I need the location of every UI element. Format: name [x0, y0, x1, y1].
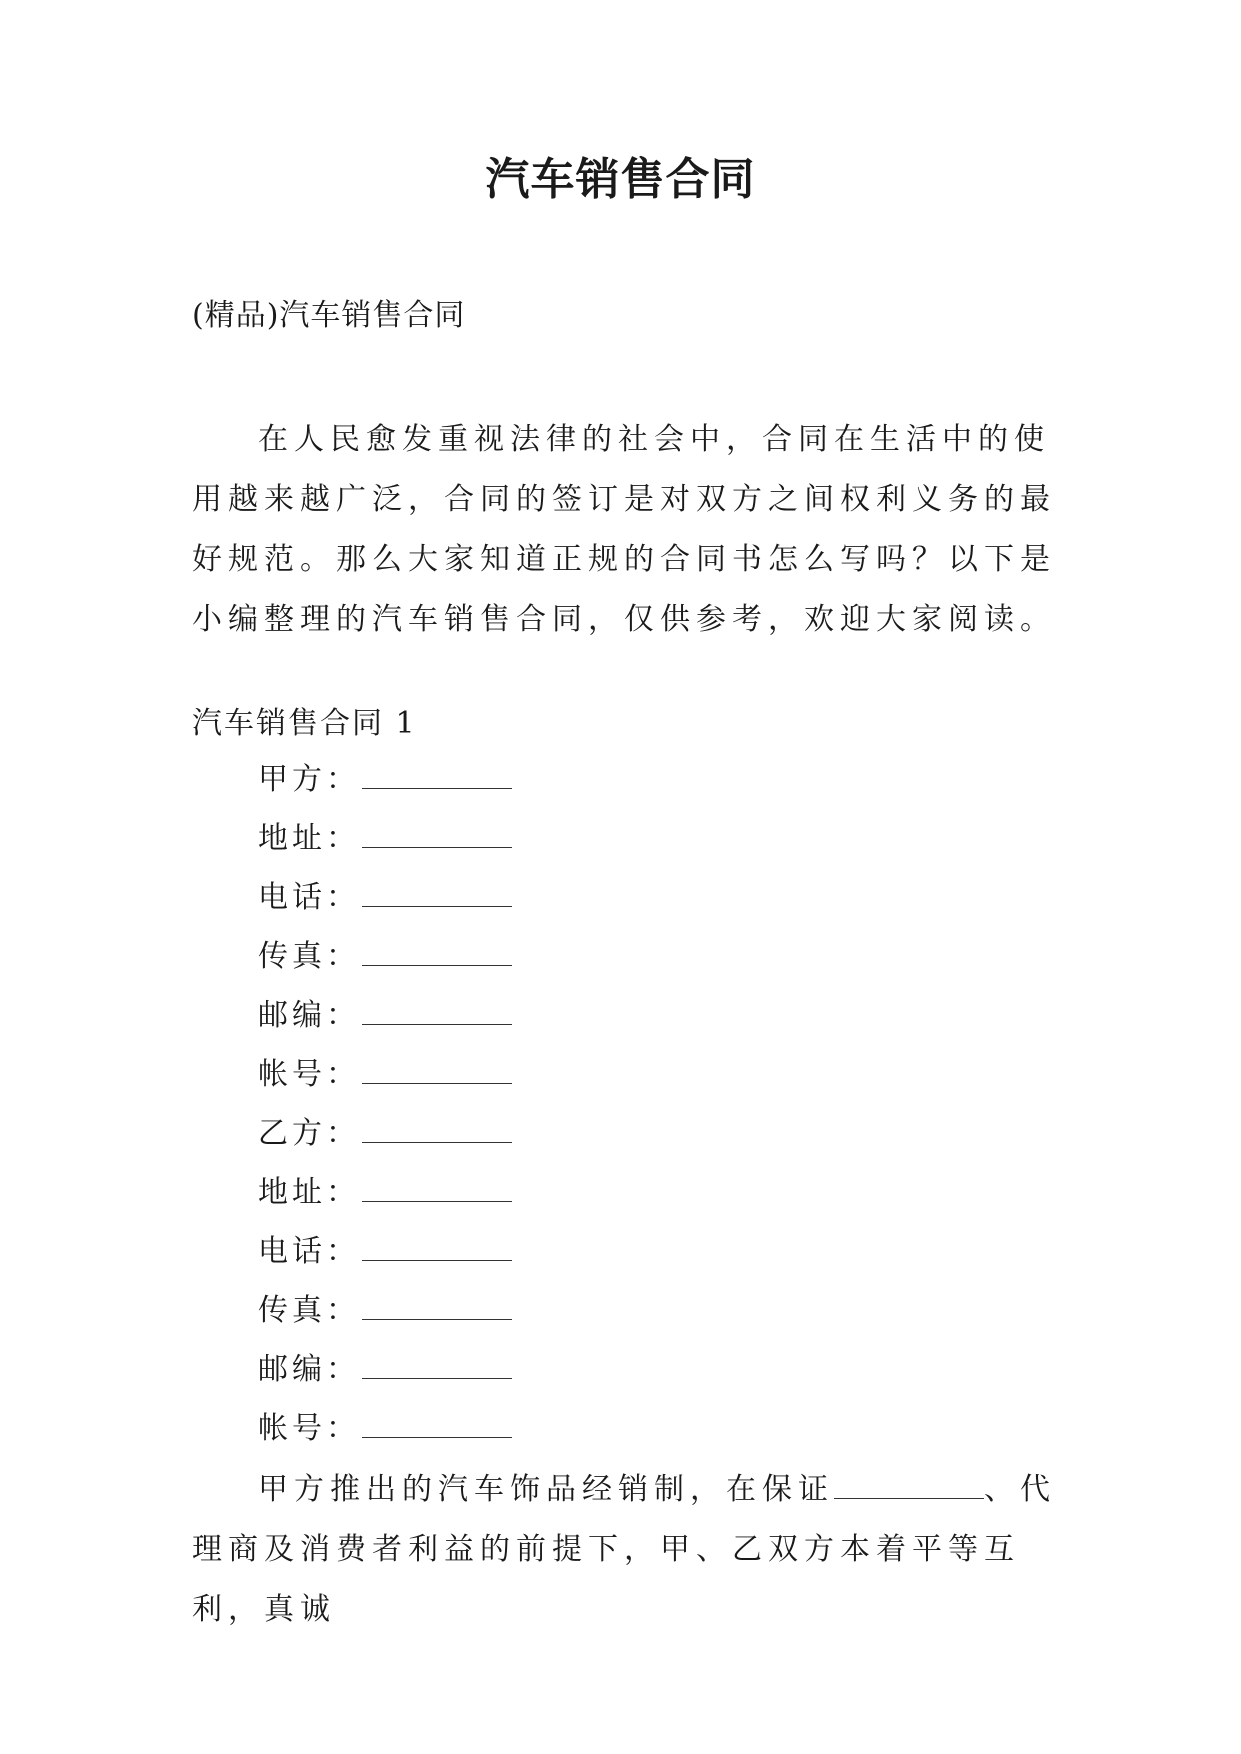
inline-fill-in-blank: [834, 1470, 984, 1499]
fill-in-blank: [362, 1409, 512, 1438]
field-label: 邮编：: [258, 998, 360, 1033]
section-heading: 汽车销售合同 1: [192, 706, 417, 741]
fill-in-blank: [362, 937, 512, 966]
field-row-fax-a: [258, 935, 512, 994]
field-row-postcode-a: [258, 994, 512, 1053]
field-label: 邮编：: [258, 1352, 360, 1387]
field-row-party-b: [258, 1112, 512, 1171]
field-label: 传真：: [258, 939, 360, 974]
field-label: 地址：: [258, 821, 360, 856]
party-fields-list: [258, 758, 512, 1466]
field-row-fax-b: [258, 1289, 512, 1348]
field-row-address-a: [258, 817, 512, 876]
field-label: 电话：: [258, 1234, 360, 1269]
field-row-account-a: [258, 1053, 512, 1112]
field-row-account-b: [258, 1407, 512, 1466]
field-row-postcode-b: [258, 1348, 512, 1407]
field-label: 甲方：: [258, 762, 360, 797]
fill-in-blank: [362, 1173, 512, 1202]
field-label: 地址：: [258, 1175, 360, 1210]
field-label: 帐号：: [258, 1057, 360, 1092]
field-row-phone-b: [258, 1230, 512, 1289]
body-paragraph: [192, 1460, 1062, 1640]
fill-in-blank: [362, 1350, 512, 1379]
fill-in-blank: [362, 760, 512, 789]
fill-in-blank: [362, 1232, 512, 1261]
body-text-after-blank: 、代理商及消费者利益的前提下，甲、乙双方本着平等互利，真诚: [192, 1472, 1056, 1627]
field-label: 乙方：: [258, 1116, 360, 1151]
field-row-party-a: [258, 758, 512, 817]
fill-in-blank: [362, 996, 512, 1025]
field-row-phone-a: [258, 876, 512, 935]
intro-paragraph: 在人民愈发重视法律的社会中，合同在生活中的使用越来越广泛，合同的签订是对双方之间权利义务的最好规范。那么大家知道正规的合同书怎么写吗？以下是小编整理的汽车销售合同，仅供参考，欢迎大家阅读。: [192, 422, 1056, 637]
body-text-before-blank: 甲方推出的汽车饰品经销制，在保证: [258, 1472, 834, 1507]
field-label: 传真：: [258, 1293, 360, 1328]
document-title: 汽车销售合同: [485, 154, 756, 205]
fill-in-blank: [362, 1114, 512, 1143]
fill-in-blank: [362, 819, 512, 848]
field-row-address-b: [258, 1171, 512, 1230]
field-label: 帐号：: [258, 1411, 360, 1446]
fill-in-blank: [362, 1055, 512, 1084]
document-subtitle: (精品)汽车销售合同: [192, 298, 466, 333]
fill-in-blank: [362, 878, 512, 907]
fill-in-blank: [362, 1291, 512, 1320]
field-label: 电话：: [258, 880, 360, 915]
